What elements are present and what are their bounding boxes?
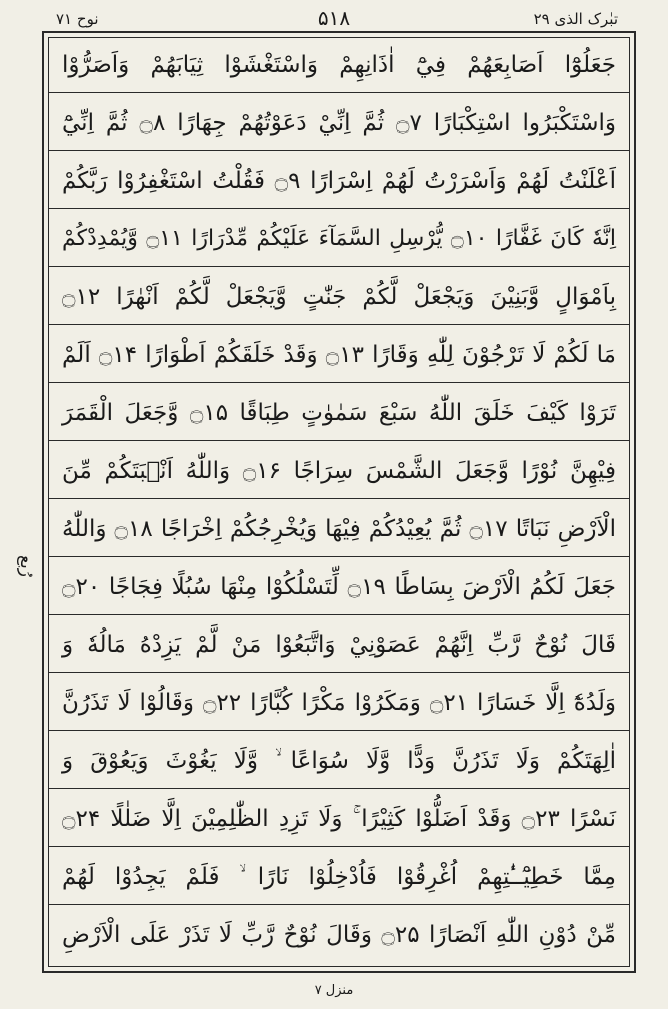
text-line xyxy=(48,327,630,383)
line-text: جَعَلُوْٓا اَصَابِعَهُمْ فِيْٓ اٰذَانِهِمْ وَاسْتَغْشَوْا ثِيَابَهُمْ وَاَصَرُّوْا xyxy=(62,51,616,78)
text-line xyxy=(48,385,630,441)
text-line xyxy=(48,269,630,325)
para-name: تبٰرک الذی ۲۹ xyxy=(533,10,618,28)
text-line xyxy=(48,733,630,789)
ruku-margin-note: رُبع xyxy=(16,555,36,577)
text-line xyxy=(48,617,630,673)
page-number: ۵۱۸ xyxy=(317,6,351,30)
text-line xyxy=(48,37,630,93)
line-text: نَسْرًا ۝۲۳ وَقَدْ اَضَلُّوْا كَثِيْرًا ۚ وَلَا تَزِدِ الظّٰلِمِيْنَ اِلَّا ضَلٰلًا ۝۲۴ xyxy=(62,805,617,832)
line-text: مَا لَكُمْ لَا تَرْجُوْنَ لِلّٰهِ وَقَارًا ۝۱۳ وَقَدْ خَلَقَكُمْ اَطْوَارًا ۝۱۴ اَلَمْ xyxy=(62,341,616,368)
line-text: اِنَّهٗ كَانَ غَفَّارًا ۝۱۰ يُّرْسِلِ السَّمَآءَ عَلَيْكُمْ مِّدْرَارًا ۝۱۱ وَّيُمْدِدْكُمْ xyxy=(62,225,617,251)
text-line xyxy=(48,559,630,615)
line-text: بِاَمْوَالٍ وَّبَنِيْنَ وَيَجْعَلْ لَّكُمْ جَنّٰتٍ وَّيَجْعَلْ لَّكُمْ اَنْهٰرًا ۝۱۲ xyxy=(62,283,616,310)
text-line xyxy=(48,675,630,731)
text-line xyxy=(48,907,630,963)
line-text: اَعْلَنْتُ لَهُمْ وَاَسْرَرْتُ لَهُمْ اِسْرَارًا ۝۹ فَقُلْتُ اسْتَغْفِرُوْا رَبَّكُمْ xyxy=(62,167,616,194)
line-text: قَالَ نُوْحٌ رَّبِّ اِنَّهُمْ عَصَوْنِيْ وَاتَّبَعُوْا مَنْ لَّمْ يَزِدْهُ مَالُهٗ وَ xyxy=(62,631,616,658)
text-line xyxy=(48,211,630,267)
text-block xyxy=(48,37,630,967)
text-line xyxy=(48,95,630,151)
line-text: وَلَدُهٗٓ اِلَّا خَسَارًا ۝۲۱ وَمَكَرُوْا مَكْرًا كُبَّارًا ۝۲۲ وَقَالُوْا لَا تَذَرُنَّ xyxy=(62,689,616,716)
text-line xyxy=(48,501,630,557)
surah-name: نوح ۷۱ xyxy=(56,10,99,28)
text-line xyxy=(48,443,630,499)
line-text: مِمَّا خَطِيْٓــٰٔتِهِمْ اُغْرِقُوْا فَاُدْخِلُوْا نَارًا ۙ فَلَمْ يَجِدُوْا لَهُمْ xyxy=(62,863,616,890)
text-line xyxy=(48,849,630,905)
text-line xyxy=(48,153,630,209)
text-line xyxy=(48,791,630,847)
line-text: تَرَوْا كَيْفَ خَلَقَ اللّٰهُ سَبْعَ سَمٰوٰتٍ طِبَاقًا ۝۱۵ وَّجَعَلَ الْقَمَرَ xyxy=(62,399,616,426)
line-text: جَعَلَ لَكُمُ الْاَرْضَ بِسَاطًا ۝۱۹ لِّتَسْلُكُوْا مِنْهَا سُبُلًا فِجَاجًا ۝۲۰ xyxy=(62,573,616,600)
manzil-label: منزل ۷ xyxy=(314,983,354,998)
line-text: مِّنْ دُوْنِ اللّٰهِ اَنْصَارًا ۝۲۵ وَقَالَ نُوْحٌ رَّبِّ لَا تَذَرْ عَلَى الْاَرْضِ xyxy=(62,922,616,948)
line-text: الْاَرْضِ نَبَاتًا ۝۱۷ ثُمَّ يُعِيْدُكُمْ فِيْهَا وَيُخْرِجُكُمْ اِخْرَاجًا ۝۱۸ وَاللّٰهُ xyxy=(62,515,616,542)
line-text: اٰلِهَتَكُمْ وَلَا تَذَرُنَّ وَدًّا وَّلَا سُوَاعًا ۙ وَّلَا يَغُوْثَ وَيَعُوْقَ وَ xyxy=(62,747,616,774)
line-text: فِيْهِنَّ نُوْرًا وَّجَعَلَ الشَّمْسَ سِرَاجًا ۝۱۶ وَاللّٰهُ اَنْۢبَتَكُمْ مِّنَ xyxy=(62,457,616,484)
line-text: وَاسْتَكْبَرُوا اسْتِكْبَارًا ۝۷ ثُمَّ اِنِّيْ دَعَوْتُهُمْ جِهَارًا ۝۸ ثُمَّ اِنِّيْٓ xyxy=(62,109,616,136)
